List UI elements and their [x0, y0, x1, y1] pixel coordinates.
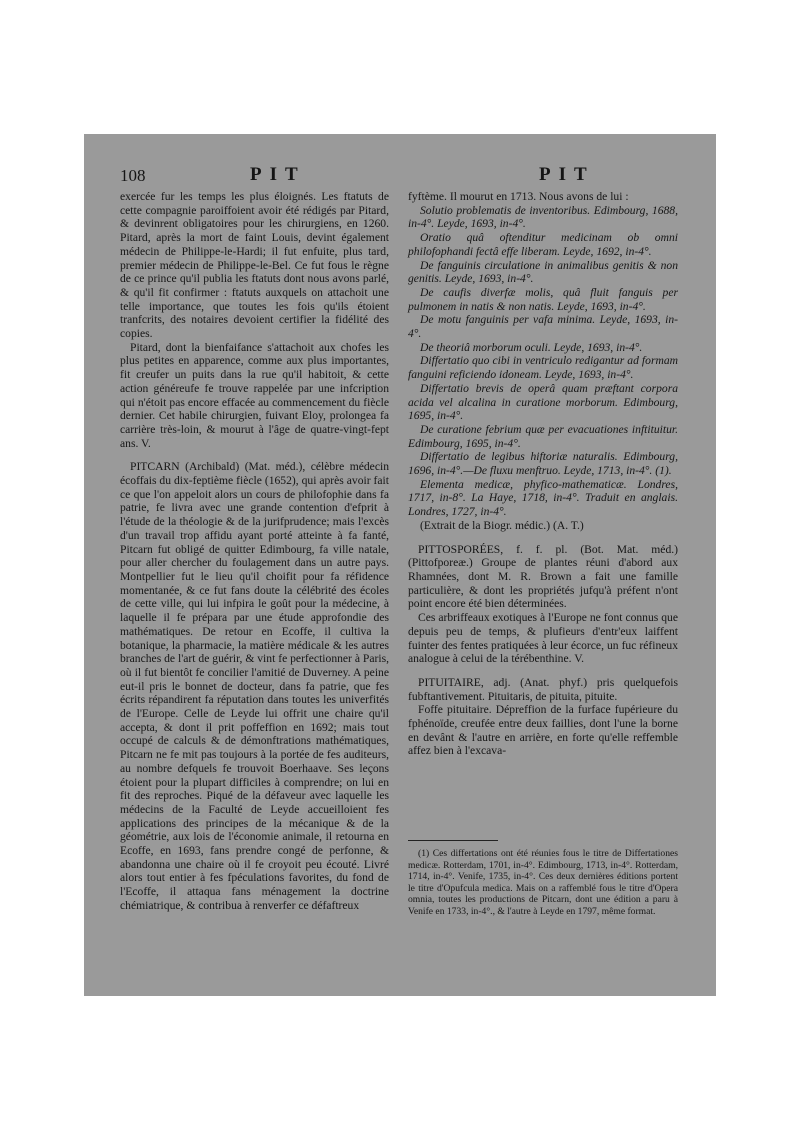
work-reference: De motu fanguinis per vafa minima. Leyde, 1693, in-4°. — [408, 313, 678, 341]
running-head-right: PIT — [539, 164, 595, 185]
work-reference: De theoriâ morborum oculi. Leyde, 1693, in-4°. — [420, 340, 643, 354]
right-column — [408, 190, 678, 758]
scanned-page — [84, 134, 716, 996]
running-head-left: PIT — [250, 164, 306, 185]
work-reference: Elementa medicæ, phyfico-mathematicæ. Londres, 1717, in-8°. La Haye, 1718, in-4°. Traduit en anglais. Londres, 1727, in-4°. — [408, 477, 678, 519]
page-number: 108 — [120, 166, 146, 185]
left-column — [120, 190, 389, 913]
paragraph: Foffe pituitaire. Dépreffion de la furface fupérieure du fphénoïde, creufée entre deux faillies, dont l'une la borne en devânt & l'autre en arrière, en forte qu'elle reffemble affez bien à l'excava- — [408, 703, 678, 758]
paragraph: exercée fur les temps les plus éloignés. Les ftatuts de cette compagnie paroiffoient avoir été rédigés par Pitard, & devinrent obligatoires pour les chirurgiens, en 1260. Pitard, après la mort de faint Louis, devint également médecin de Philippe-le-Hardi; il fut enfuite, plus tard, premier médecin de Philippe-le-Bel. Ce fut fous le règne de ce prince qu'il publia les ftatuts dont nous avons parlé, & qu'il fit confirmer : ftatuts auxquels on attachoit une telle importance, que toutes les fois qu'ils étoient tranfcrits, des notaires devoient certifier la fidélité des copies. — [120, 190, 389, 341]
footnote: (1) Ces differtations ont été réunies fous le titre de Differtationes medicæ. Rotterdam, 1701, in-4°. Edimbourg, 1713, in-4°. Rotterdam, 1714, in-4°. Venife, 1735, in-4°. Ces deux dernières éditions portent le titre d'Opufcula medica. Mais on a raffemblé fous le titre d'Opera omnia, toutes les productions de Pitcarn, dont une édition a paru à Venife en 1733, in-4°., & l'autre à Leyde en 1797, même format. — [408, 848, 678, 917]
work-reference: Oratio quâ oftenditur medicinam ob omni philofophandi fectâ effe liberam. Leyde, 1692, in-4°. — [408, 231, 678, 258]
work-reference: Differtatio quo cibi in ventriculo redigantur ad formam fanguini reficiendo idoneam. Leyde, 1693, in-4°. — [408, 354, 678, 382]
entry-pituitaire: PITUITAIRE, adj. (Anat. phyf.) pris quelquefois fubftantivement. Pituitaris, de pituita, pituite. — [408, 675, 678, 703]
work-reference: De fanguinis circulatione in animalibus genitis & non genitis. Leyde, 1693, in-4°. — [408, 258, 678, 286]
entry-pittosporees: PITTOSPORÉES, f. f. pl. (Bot. Mat. méd.) (Pittofporeæ.) Groupe de plantes réuni d'abord aux Rhamnées, dont M. R. Brown a fait une famille particulière, & dont les propriétés jufqu'à préfent n'ont point encore été bien déterminées. — [408, 542, 678, 611]
work-reference: Solutio problematis de inventoribus. Edimbourg, 1688, in-4°. Leyde, 1693, in-4°. — [408, 203, 678, 231]
work-reference: Differtatio de legibus hiftoriæ naturalis. Edimbourg, 1696, in-4°.—De fluxu menftruo. Leyde, 1713, in-4°. (1). — [408, 450, 678, 478]
paragraph: fyftème. Il mourut en 1713. Nous avons de lui : — [408, 190, 629, 203]
work-reference: De curatione febrium quæ per evacuationes inftituitur. Edimbourg, 1695, in-4°. — [408, 422, 678, 450]
source-note: (Extrait de la Biogr. médic.) (A. T.) — [420, 518, 584, 532]
work-reference: Differtatio brevis de operâ quam præftant corpora acida vel alcalina in curatione morborum. Edimbourg, 1695, in-4°. — [408, 381, 678, 423]
paragraph: Pitard, dont la bienfaifance s'attachoit aux chofes les plus petites en apparence, comme aux plus importantes, fit creufer un puits dans la rue qu'il habitoit, & cette action généreufe fe trouve rappelée par une infcription qui n'étoit pas encore effacée au commencement du fiècle dernier. Cet habile chirurgien, fuivant Eloy, prolongea fa carrière très-loin, & mourut à l'âge de quatre-vingt-fept ans. V. — [120, 340, 389, 450]
page-header — [120, 164, 690, 190]
paragraph: Ces arbriffeaux exotiques à l'Europe ne font connus que depuis peu de temps, & plufieurs d'entr'eux laiffent fuinter des fentes pratiquées à leur écorce, un fuc réfineux analogue à celui de la térébenthine. V. — [408, 611, 678, 666]
entry-pitcarn: PITCARN (Archibald) (Mat. méd.), célèbre médecin écoffais du dix-feptième fiècle (1652), qui après avoir fait ce que l'on appeloit alors un cours de philofophie dans fa patrie, fe livra avec une grande contention d'efprit à l'étude de la théologie & de la jurifprudence; mais l'excès d'un travail trop affidu ayant porté atteinte à fa fanté, Pitcarn fut obligé de quitter Edimbourg, fa ville natale, pour aller chercher du foulagement dans un autre pays. Montpellier fut le lieu qu'il choifit pour fa réfidence momentanée, & ce fut fans doute la célébrité des écoles de cette ville, qui lui infpira le goût pour la médecine, à laquelle il fe prépara par une étude approfondie des mathématiques. De retour en Ecoffe, il cultiva la botanique, la pharmacie, la matière médicale & les autres branches de l'art de guérir, & vint fe perfectionner à Paris, où il fut bientôt fe concilier l'amitié de Duverney. A peine eut-il pris le bonnet de docteur, dans fa patrie, que fes écrits répandirent fa réputation dans toutes les univerfités de l'Europe. Celle de Leyde lui offrit une chaire qu'il accepta, & dont il prit poffeffion en 1692; mais tout occupé de calculs & de démonftrations mathématiques, Pitcarn ne fe mit pas toujours à la portée de fes auditeurs, au nombre defquels fe trouvoit Boerhaave. Ses leçons étoient pour la plupart difficiles à comprendre; on lui en fit des reproches. Piqué de la défaveur avec laquelle les médecins de la Faculté de Leyde accueilloient fes applications des principes de la mécanique & de la géométrie, aux lois de l'économie animale, il retourna en Ecoffe, en 1693, fans prendre congé de perfonne, & abandonna une chaire où il fe croyoit peu écouté. Livré alors tout entier à fes fpéculations favorites, du fond de l'Ecoffe, il attaqua fans ménagement la doctrine chémiatrique, & contribua à renverfer ce défaftreux — [120, 460, 389, 912]
work-reference: De caufis diverfæ molis, quâ fluit fanguis per pulmonem in natis & non natis. Leyde, 1693, in-4°. — [408, 285, 678, 313]
footnote-rule — [408, 840, 498, 841]
